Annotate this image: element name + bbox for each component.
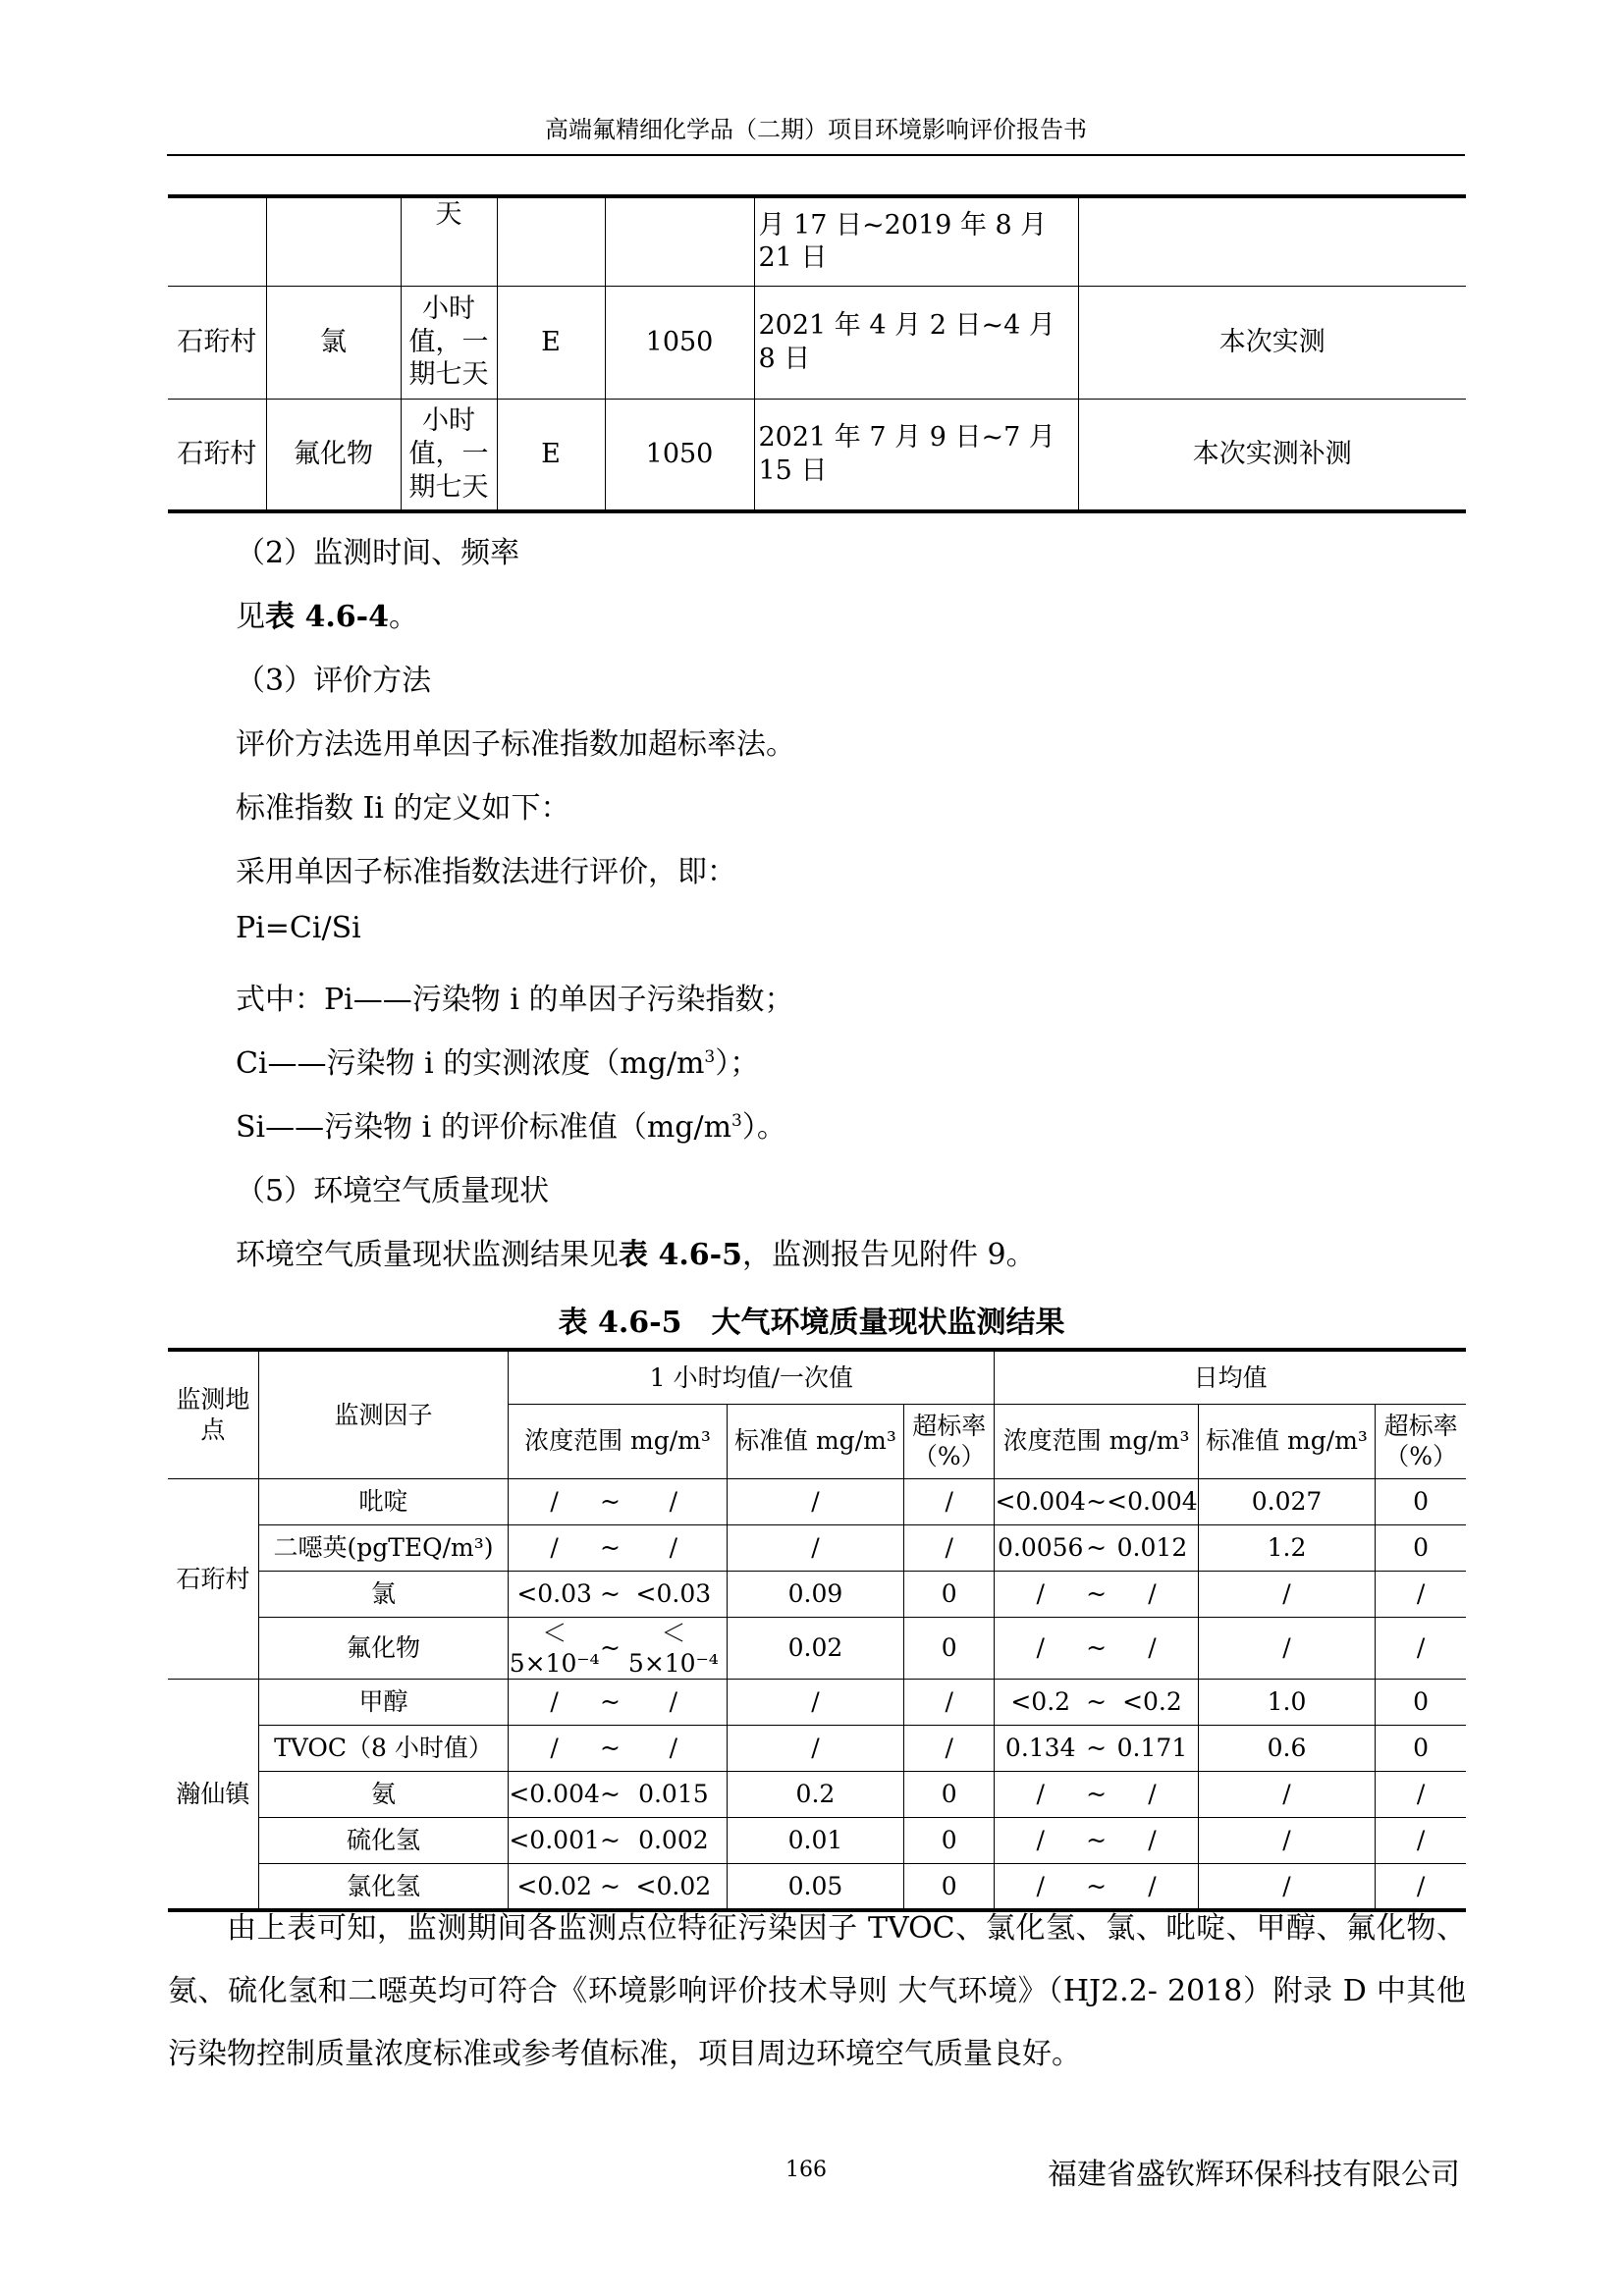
cell: [168, 196, 266, 286]
value-cell: /: [509, 1524, 600, 1571]
text: ）；: [715, 1046, 760, 1081]
value-cell: 0: [904, 1571, 995, 1617]
value-cell: ~: [600, 1524, 621, 1571]
table-row: [168, 1680, 1466, 1726]
cell: 小时值，一期七天: [401, 399, 497, 511]
table-reference: 表 4.6-4: [265, 600, 389, 634]
text: 。: [388, 600, 418, 634]
value-cell: <0.03: [509, 1571, 600, 1617]
value-cell: /: [1107, 1772, 1198, 1818]
value-cell: 0: [1376, 1478, 1466, 1524]
value-cell: 0: [904, 1818, 995, 1864]
value-cell: 0.09: [727, 1571, 903, 1617]
value-cell: ~: [1086, 1478, 1107, 1524]
text: ）。: [741, 1110, 786, 1145]
header-range: 浓度范围 mg/m³: [995, 1404, 1198, 1478]
company-name: 福建省盛钦辉环保科技有限公司: [1048, 2158, 1460, 2192]
header-standard: 标准值 mg/m³: [727, 1404, 903, 1478]
value-cell: /: [995, 1772, 1086, 1818]
value-cell: <0.2: [1107, 1680, 1198, 1726]
superscript: 3: [731, 1111, 742, 1131]
value-cell: /: [904, 1680, 995, 1726]
value-cell: /: [1376, 1772, 1466, 1818]
value-cell: /: [1376, 1617, 1466, 1680]
table-row: [168, 1571, 1466, 1617]
value-cell: <0.03: [621, 1571, 727, 1617]
value-cell: ~: [1086, 1571, 1107, 1617]
header-row: [168, 1350, 1466, 1404]
value-cell: ~: [1086, 1680, 1107, 1726]
value-cell: 0.0056: [995, 1524, 1086, 1571]
factor-cell: TVOC（8 小时值）: [258, 1726, 509, 1772]
value-cell: /: [727, 1680, 903, 1726]
paragraph: [236, 1102, 786, 1146]
table-row: [168, 1772, 1466, 1818]
value-cell: 1.0: [1198, 1680, 1375, 1726]
text: Ci——污染物 i 的实测浓度（mg/m: [236, 1046, 705, 1081]
site-cell: 瀚仙镇: [168, 1680, 258, 1910]
cell: 月 17 日~2019 年 8 月 21 日: [754, 196, 1078, 286]
value-cell: /: [621, 1478, 727, 1524]
paragraph: 评价方法选用单因子标准指数加超标率法。: [236, 727, 795, 762]
value-cell: 0: [904, 1617, 995, 1680]
value-cell: 0: [904, 1772, 995, 1818]
factor-cell: 氨: [258, 1772, 509, 1818]
value-cell: /: [621, 1524, 727, 1571]
value-cell: <0.02: [621, 1864, 727, 1910]
factor-cell: 甲醇: [258, 1680, 509, 1726]
value-cell: 0.01: [727, 1818, 903, 1864]
value-cell: 1.2: [1198, 1524, 1375, 1571]
table-row: [168, 1478, 1466, 1524]
value-cell: /: [1376, 1571, 1466, 1617]
value-cell: ~: [1086, 1726, 1107, 1772]
value-cell: 0.012: [1107, 1524, 1198, 1571]
cell: 天: [401, 196, 497, 286]
page-header: 高端氟精细化学品（二期）项目环境影响评价报告书: [167, 110, 1465, 156]
value-cell: /: [727, 1726, 903, 1772]
cell: E: [497, 286, 605, 399]
value-cell: ~: [600, 1726, 621, 1772]
cell: [605, 196, 754, 286]
value-cell: /: [509, 1680, 600, 1726]
monitoring-plan-table-continued: [168, 194, 1466, 513]
formula: Pi=Ci/Si: [236, 911, 361, 945]
value-cell: ~: [600, 1772, 621, 1818]
conclusion-paragraph: [168, 1897, 1466, 2086]
value-cell: 0.171: [1107, 1726, 1198, 1772]
paragraph: [236, 592, 418, 635]
value-cell: /: [1376, 1864, 1466, 1910]
value-cell: /: [727, 1524, 903, 1571]
factor-cell: 氯化氢: [258, 1864, 509, 1910]
header-factor: 监测因子: [258, 1350, 509, 1478]
paragraph: 采用单因子标准指数法进行评价，即：: [236, 855, 736, 889]
header-site: 监测地点: [168, 1350, 258, 1478]
value-cell: <0.004: [509, 1772, 600, 1818]
cell: 小时值，一期七天: [401, 286, 497, 399]
value-cell: /: [509, 1478, 600, 1524]
text: Si——污染物 i 的评价标准值（mg/m: [236, 1110, 732, 1145]
value-cell: /: [1198, 1864, 1375, 1910]
value-cell: /: [1376, 1818, 1466, 1864]
table-row: [168, 1524, 1466, 1571]
cell: 石珩村: [168, 286, 266, 399]
text: 由上表可知，监测期间各监测点位特征污染因子 TVOC、氯化氢、氯、吡啶、甲醇、氟化物、氨、硫化氢和二噁英均可符合《环境影响评价技术导则 大气环境》（HJ2.2- 2018）附录 D 中其他污染物控制质量浓度标准或参考值标准，项目周边环境空气质量良好。: [168, 1911, 1466, 2071]
text: ，监测报告见附件 9。: [741, 1238, 1036, 1272]
cell: 2021 年 4 月 2 日~4 月 8 日: [754, 286, 1078, 399]
value-cell: /: [509, 1726, 600, 1772]
value-cell: /: [995, 1617, 1086, 1680]
cell: 氟化物: [266, 399, 401, 511]
value-cell: /: [995, 1864, 1086, 1910]
value-cell: 0.015: [621, 1772, 727, 1818]
paragraph: （5）环境空气质量现状: [236, 1174, 550, 1208]
value-cell: ~: [600, 1680, 621, 1726]
value-cell: <0.02: [509, 1864, 600, 1910]
factor-cell: 二噁英(pgTEQ/m³): [258, 1524, 509, 1571]
text: 环境空气质量现状监测结果见: [236, 1238, 619, 1272]
paragraph: [236, 1039, 759, 1082]
header-exceed-rate: 超标率（%）: [904, 1404, 995, 1478]
value-cell: ~: [1086, 1617, 1107, 1680]
value-cell: <0.2: [995, 1680, 1086, 1726]
value-cell: ＜5×10⁻⁴: [621, 1617, 727, 1680]
value-cell: 0: [1376, 1680, 1466, 1726]
value-cell: /: [1107, 1818, 1198, 1864]
value-cell: 0.02: [727, 1617, 903, 1680]
value-cell: ~: [1086, 1864, 1107, 1910]
value-cell: /: [1107, 1571, 1198, 1617]
value-cell: /: [904, 1524, 995, 1571]
value-cell: /: [727, 1478, 903, 1524]
value-cell: 0.027: [1198, 1478, 1375, 1524]
value-cell: ~: [1086, 1772, 1107, 1818]
value-cell: /: [995, 1571, 1086, 1617]
value-cell: ~: [600, 1818, 621, 1864]
value-cell: 0.134: [995, 1726, 1086, 1772]
air-quality-results-table: [168, 1348, 1466, 1912]
value-cell: /: [904, 1478, 995, 1524]
cell: 本次实测补测: [1078, 399, 1466, 511]
value-cell: 0.6: [1198, 1726, 1375, 1772]
page-number: 166: [785, 2158, 827, 2182]
value-cell: 0: [1376, 1726, 1466, 1772]
value-cell: ~: [600, 1571, 621, 1617]
value-cell: 0: [1376, 1524, 1466, 1571]
value-cell: /: [621, 1680, 727, 1726]
table-row: [168, 1726, 1466, 1772]
site-cell: 石珩村: [168, 1478, 258, 1680]
table-row: [168, 286, 1466, 399]
value-cell: /: [1107, 1864, 1198, 1910]
header-standard: 标准值 mg/m³: [1198, 1404, 1375, 1478]
paragraph: （3）评价方法: [236, 664, 432, 698]
value-cell: 0.05: [727, 1864, 903, 1910]
value-cell: /: [904, 1726, 995, 1772]
paragraph: 式中：Pi——污染物 i 的单因子污染指数；: [236, 983, 794, 1017]
cell: 本次实测: [1078, 286, 1466, 399]
value-cell: ~: [600, 1478, 621, 1524]
cell: [266, 196, 401, 286]
value-cell: <0.001: [509, 1818, 600, 1864]
cell: 氯: [266, 286, 401, 399]
table-row: [168, 1617, 1466, 1680]
factor-cell: 硫化氢: [258, 1818, 509, 1864]
paragraph: [236, 1230, 1036, 1273]
header-hourly: 1 小时均值/一次值: [509, 1350, 995, 1404]
value-cell: ~: [600, 1617, 621, 1680]
value-cell: ~: [1086, 1818, 1107, 1864]
cell: E: [497, 399, 605, 511]
paragraph: 标准指数 Ii 的定义如下：: [236, 791, 570, 826]
value-cell: /: [995, 1818, 1086, 1864]
value-cell: /: [1198, 1617, 1375, 1680]
cell: 2021 年 7 月 9 日~7 月 15 日: [754, 399, 1078, 511]
cell: 1050: [605, 286, 754, 399]
table-row: [168, 1818, 1466, 1864]
superscript: 3: [704, 1047, 716, 1067]
cell: 石珩村: [168, 399, 266, 511]
factor-cell: 吡啶: [258, 1478, 509, 1524]
factor-cell: 氯: [258, 1571, 509, 1617]
table-row: [168, 196, 1466, 286]
value-cell: ＜5×10⁻⁴: [509, 1618, 600, 1678]
value-cell: <0.004: [1107, 1478, 1198, 1524]
value-cell: <0.004: [995, 1478, 1086, 1524]
value-cell: /: [1198, 1772, 1375, 1818]
header-exceed-rate: 超标率（%）: [1376, 1404, 1466, 1478]
cell: [497, 196, 605, 286]
cell: [1078, 196, 1466, 286]
header-range: 浓度范围 mg/m³: [509, 1404, 727, 1478]
paragraph: （2）监测时间、频率: [236, 536, 520, 570]
text: 见: [236, 600, 265, 634]
value-cell: 0.2: [727, 1772, 903, 1818]
cell: 1050: [605, 399, 754, 511]
factor-cell: 氟化物: [258, 1617, 509, 1680]
value-cell: ~: [600, 1864, 621, 1910]
table-reference: 表 4.6-5: [619, 1238, 742, 1272]
value-cell: /: [1198, 1571, 1375, 1617]
value-cell: 0.002: [621, 1818, 727, 1864]
table-caption: 表 4.6-5 大气环境质量现状监测结果: [558, 1306, 1065, 1340]
value-cell: /: [1198, 1818, 1375, 1864]
header-daily: 日均值: [995, 1350, 1466, 1404]
value-cell: ~: [1086, 1524, 1107, 1571]
value-cell: 0: [904, 1864, 995, 1910]
value-cell: /: [621, 1726, 727, 1772]
table-row: [168, 399, 1466, 511]
value-cell: /: [1107, 1617, 1198, 1680]
